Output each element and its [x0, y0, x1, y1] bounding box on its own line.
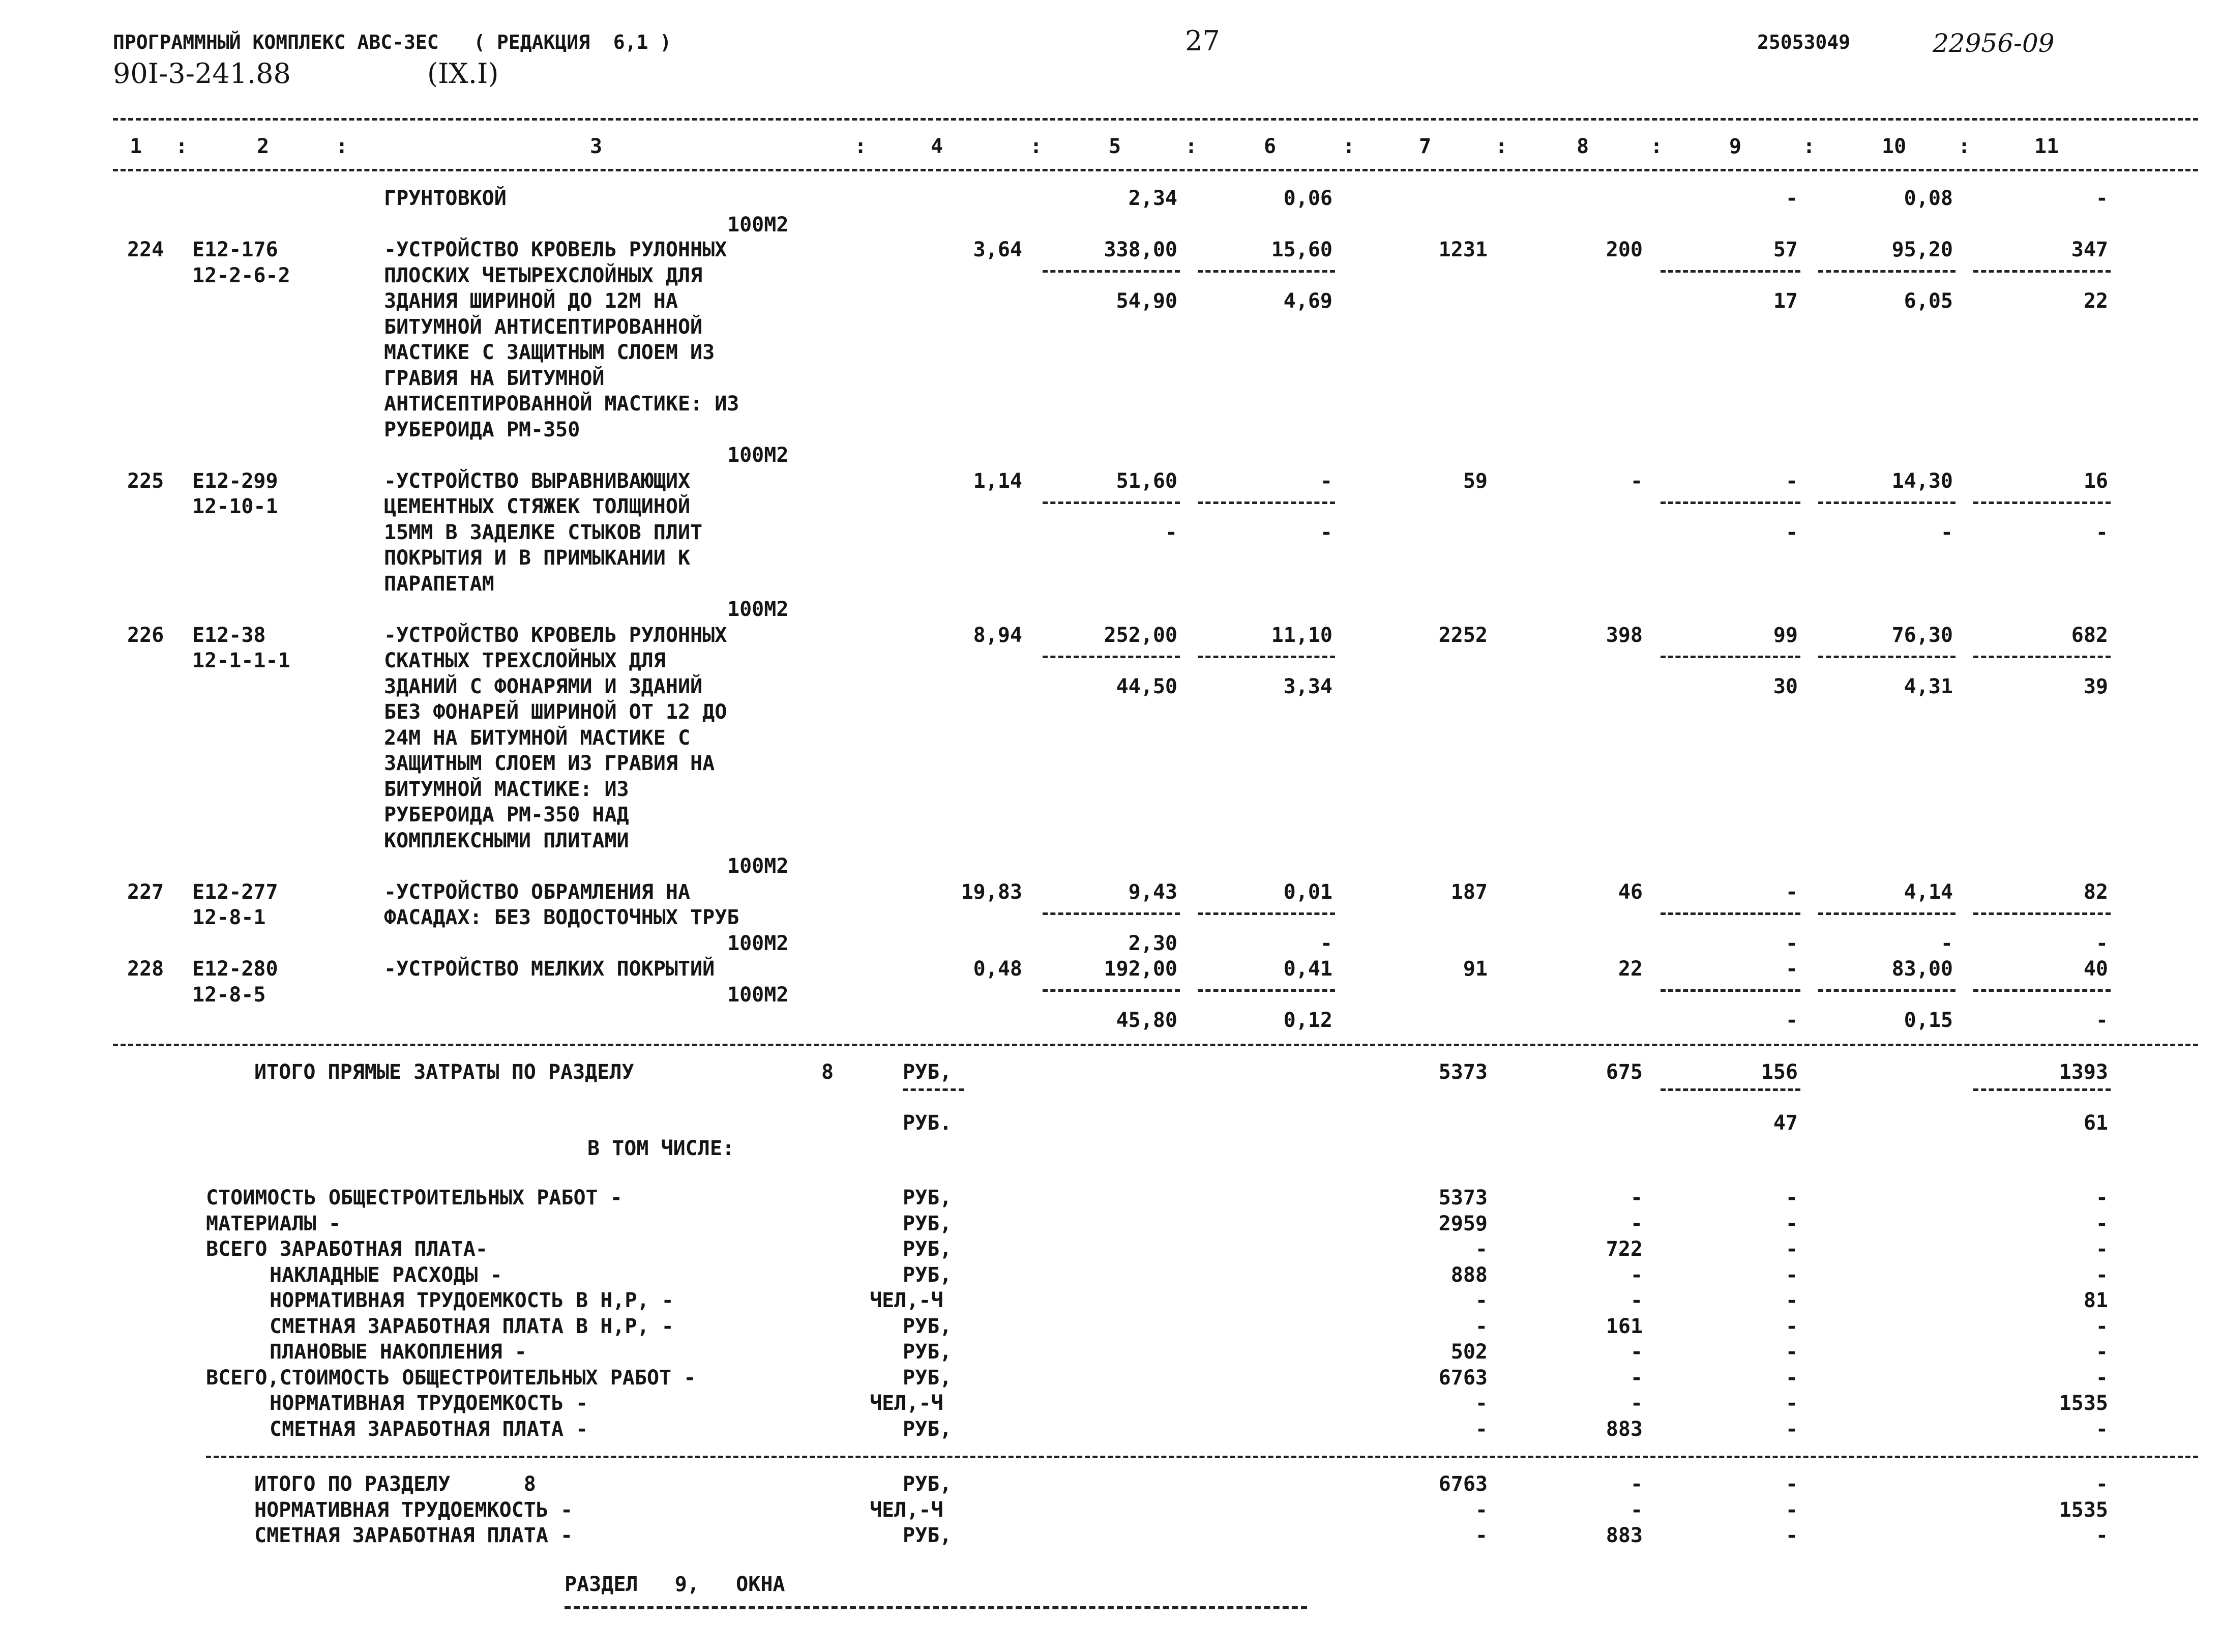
row-quantity: 1,14 — [973, 469, 1022, 493]
row-value-c6: - — [1320, 469, 1332, 493]
column-separator: : — [1650, 135, 1663, 158]
row-value-c10: 0,08 — [1904, 187, 1953, 210]
column-header-1: 1 — [130, 135, 142, 158]
row-subtotal-rule — [1818, 656, 1956, 658]
direct-total-label: ИТОГО ПРЯМЫЕ ЗАТРАТЫ ПО РАЗДЕЛУ — [254, 1060, 634, 1084]
row-secondary-c6: 4,69 — [1283, 289, 1332, 313]
breakdown-c7: - — [1475, 1417, 1488, 1441]
breakdown-c8: - — [1630, 1212, 1643, 1235]
row-subtotal-rule — [1043, 912, 1180, 915]
breakdown-c8: 883 — [1606, 1417, 1643, 1441]
row-subtotal-rule — [1198, 656, 1335, 658]
breakdown-c11: - — [2095, 1186, 2108, 1210]
direct-total-rule-11 — [1973, 1088, 2111, 1091]
breakdown-c7: - — [1475, 1289, 1488, 1312]
document-code: 25053049 — [1757, 31, 1851, 53]
row-secondary-c5: - — [1165, 520, 1177, 544]
row-code: Е12-299 — [192, 469, 278, 493]
row-code: Е12-176 — [192, 238, 278, 261]
row-subcode: 12-8-1 — [192, 906, 266, 929]
row-unit: 100М2 — [727, 854, 789, 878]
row-secondary-c9: - — [1785, 931, 1798, 955]
row-subtotal-rule — [1198, 989, 1335, 992]
row-subtotal-rule — [1661, 912, 1800, 915]
breakdown-c11: - — [2095, 1417, 2108, 1441]
row-value-c6: 11,10 — [1271, 623, 1332, 647]
breakdown-c11: - — [2095, 1212, 2108, 1235]
breakdown-c7: 2959 — [1438, 1212, 1488, 1235]
breakdown-label: МАТЕРИАЛЫ - — [206, 1212, 341, 1235]
row-value-c5: 338,00 — [1104, 238, 1177, 261]
row-subcode: 12-8-5 — [192, 983, 266, 1007]
section-total-c8: - — [1630, 1472, 1643, 1496]
row-secondary-c9: - — [1785, 1009, 1798, 1032]
section-total-label: ИТОГО ПО РАЗДЕЛУ 8 — [254, 1472, 536, 1496]
row-secondary-c11: 39 — [2083, 674, 2108, 698]
row-quantity: 0,48 — [973, 957, 1022, 981]
breakdown-c9: - — [1785, 1237, 1798, 1261]
column-separator: : — [175, 135, 188, 158]
breakdown-label: СМЕТНАЯ ЗАРАБОТНАЯ ПЛАТА - — [270, 1417, 588, 1441]
breakdown-unit: РУБ, — [903, 1314, 952, 1338]
column-header-5: 5 — [1109, 135, 1121, 158]
row-value-c9: - — [1785, 957, 1798, 981]
row-subtotal-rule — [1818, 912, 1956, 915]
breakdown-c8: - — [1630, 1392, 1643, 1415]
row-subtotal-rule — [1198, 270, 1335, 273]
registration-number: 22956-09 — [1933, 28, 2055, 58]
direct-total-c11: 1393 — [2059, 1060, 2108, 1084]
section-total-c11: - — [2095, 1524, 2108, 1547]
section-total-c9: - — [1785, 1498, 1798, 1522]
row-description-line: ЗДАНИЙ С ФОНАРЯМИ И ЗДАНИЙ — [384, 674, 703, 698]
breakdown-unit: РУБ, — [903, 1366, 952, 1390]
column-header-7: 7 — [1419, 135, 1432, 158]
row-secondary-c6: 3,34 — [1283, 674, 1332, 698]
row-code: Е12-280 — [192, 957, 278, 981]
breakdown-c8: - — [1630, 1366, 1643, 1390]
row-description-line: КОМПЛЕКСНЫМИ ПЛИТАМИ — [384, 829, 629, 852]
row-description-line: ПАРАПЕТАМ — [384, 572, 494, 596]
row-number: 224 — [127, 238, 164, 261]
row-subcode: 12-1-1-1 — [192, 649, 290, 672]
column-separator: : — [1803, 135, 1816, 158]
breakdown-end-rule — [206, 1456, 2198, 1458]
breakdown-c9: - — [1785, 1366, 1798, 1390]
header-rule-top — [113, 118, 2198, 121]
row-value-c10: 4,14 — [1904, 880, 1953, 904]
section-total-label: НОРМАТИВНАЯ ТРУДОЕМКОСТЬ - — [254, 1498, 573, 1522]
section-total-c11: - — [2095, 1472, 2108, 1496]
row-subtotal-rule — [1198, 501, 1335, 504]
row-value-c8: 200 — [1606, 238, 1643, 261]
row-value-c7: 1231 — [1438, 238, 1488, 261]
table-end-rule — [113, 1044, 2198, 1046]
breakdown-unit: РУБ, — [903, 1237, 952, 1261]
row-value-c10: 76,30 — [1891, 623, 1953, 647]
row-value-c8: 398 — [1606, 623, 1643, 647]
row-subtotal-rule — [1661, 270, 1800, 273]
row-secondary-c10: - — [1940, 520, 1953, 544]
row-description-line: РУБЕРОИДА РМ-350 — [384, 418, 580, 441]
row-description-line: 15ММ В ЗАДЕЛКЕ СТЫКОВ ПЛИТ — [384, 520, 703, 544]
row-description-line: БИТУМНОЙ АНТИСЕПТИРОВАННОЙ — [384, 315, 703, 339]
section-total-c7: - — [1475, 1524, 1488, 1547]
row-code: Е12-38 — [192, 623, 266, 647]
row-secondary-c11: - — [2095, 1009, 2108, 1032]
column-separator: : — [1030, 135, 1043, 158]
breakdown-c11: - — [2095, 1237, 2108, 1261]
direct-total-c7: 5373 — [1438, 1060, 1488, 1084]
row-value-c11: 16 — [2083, 469, 2108, 493]
header-rule-bottom — [113, 169, 2198, 171]
section-total-c8: - — [1630, 1498, 1643, 1522]
breakdown-c11: - — [2095, 1314, 2108, 1338]
row-subcode: 12-10-1 — [192, 495, 278, 518]
row-description-line: ЦЕМЕНТНЫХ СТЯЖЕК ТОЛЩИНОЙ — [384, 495, 691, 518]
row-subtotal-rule — [1973, 656, 2111, 658]
row-unit: 100М2 — [727, 983, 789, 1007]
direct-total-unit-rule — [903, 1088, 964, 1091]
section-total-c7: 6763 — [1438, 1472, 1488, 1496]
column-separator: : — [1495, 135, 1508, 158]
row-value-c5: 192,00 — [1104, 957, 1177, 981]
row-value-c9: - — [1785, 880, 1798, 904]
row-description-line: -УСТРОЙСТВО КРОВЕЛЬ РУЛОННЫХ — [384, 238, 727, 261]
row-value-c8: 22 — [1618, 957, 1643, 981]
breakdown-label: ВСЕГО,СТОИМОСТЬ ОБЩЕСТРОИТЕЛЬНЫХ РАБОТ - — [206, 1366, 696, 1390]
row-description-line: ПЛОСКИХ ЧЕТЫРЕХСЛОЙНЫХ ДЛЯ — [384, 263, 703, 287]
row-unit: 100М2 — [727, 213, 789, 237]
row-value-c7: 2252 — [1438, 623, 1488, 647]
row-secondary-c5: 54,90 — [1116, 289, 1177, 313]
breakdown-c9: - — [1785, 1289, 1798, 1312]
row-secondary-c6: - — [1320, 520, 1332, 544]
row-secondary-c5: 44,50 — [1116, 674, 1177, 698]
row-secondary-c5: 45,80 — [1116, 1009, 1177, 1032]
row-secondary-c6: - — [1320, 931, 1332, 955]
row-subtotal-rule — [1973, 912, 2111, 915]
row-number: 227 — [127, 880, 164, 904]
row-value-c5: 2,34 — [1128, 187, 1177, 210]
breakdown-unit: РУБ, — [903, 1263, 952, 1287]
row-value-c6: 0,06 — [1283, 187, 1332, 210]
breakdown-c11: - — [2095, 1263, 2108, 1287]
breakdown-c9: - — [1785, 1314, 1798, 1338]
row-secondary-c6: 0,12 — [1283, 1009, 1332, 1032]
row-value-c11: 82 — [2083, 880, 2108, 904]
breakdown-c8: 722 — [1606, 1237, 1643, 1261]
row-quantity: 8,94 — [973, 623, 1022, 647]
row-number: 228 — [127, 957, 164, 981]
project-number: 90I-3-241.88 — [113, 57, 291, 90]
row-subtotal-rule — [1973, 989, 2111, 992]
row-description-line: СКАТНЫХ ТРЕХСЛОЙНЫХ ДЛЯ — [384, 649, 666, 672]
breakdown-unit: РУБ, — [903, 1186, 952, 1210]
row-subtotal-rule — [1818, 501, 1956, 504]
row-description-line: АНТИСЕПТИРОВАННОЙ МАСТИКЕ: ИЗ — [384, 392, 739, 416]
column-separator: : — [1958, 135, 1971, 158]
column-header-4: 4 — [931, 135, 943, 158]
breakdown-unit: РУБ, — [903, 1417, 952, 1441]
breakdown-c7: - — [1475, 1237, 1488, 1261]
row-secondary-c11: - — [2095, 931, 2108, 955]
program-header: ПРОГРАММНЫЙ КОМПЛЕКС АВС-ЗЕС ( РЕДАКЦИЯ 6,1 ) — [113, 31, 672, 53]
row-value-c11: 40 — [2083, 957, 2108, 981]
row-unit: 100М2 — [727, 598, 789, 621]
breakdown-c9: - — [1785, 1212, 1798, 1235]
breakdown-c9: - — [1785, 1263, 1798, 1287]
breakdown-label: ПЛАНОВЫЕ НАКОПЛЕНИЯ - — [270, 1340, 527, 1364]
breakdown-label: НОРМАТИВНАЯ ТРУДОЕМКОСТЬ В Н,Р, - — [270, 1289, 674, 1312]
breakdown-c7: 6763 — [1438, 1366, 1488, 1390]
row-value-c5: 9,43 — [1128, 880, 1177, 904]
direct-total-c9-secondary: 47 — [1773, 1111, 1798, 1135]
row-subtotal-rule — [1661, 501, 1800, 504]
row-description-line: ГРУНТОВКОЙ — [384, 187, 507, 210]
row-description-line: БИТУМНОЙ МАСТИКЕ: ИЗ — [384, 777, 629, 801]
row-secondary-c9: - — [1785, 520, 1798, 544]
section-total-unit: РУБ, — [903, 1472, 952, 1496]
row-value-c9: 99 — [1773, 623, 1798, 647]
row-quantity: 19,83 — [961, 880, 1022, 904]
row-value-c6: 0,01 — [1283, 880, 1332, 904]
row-description-line: БЕЗ ФОНАРЕЙ ШИРИНОЙ ОТ 12 ДО — [384, 700, 727, 724]
breakdown-c8: - — [1630, 1263, 1643, 1287]
row-description-line: ГРАВИЯ НА БИТУМНОЙ — [384, 366, 605, 390]
column-separator: : — [854, 135, 867, 158]
row-value-c6: 0,41 — [1283, 957, 1332, 981]
row-number: 226 — [127, 623, 164, 647]
column-header-8: 8 — [1577, 135, 1589, 158]
row-description-line: ПОКРЫТИЯ И В ПРИМЫКАНИИ К — [384, 546, 691, 570]
section-total-c9: - — [1785, 1472, 1798, 1496]
row-description-line: РУБЕРОИДА РМ-350 НАД — [384, 803, 629, 827]
row-value-c10: 95,20 — [1891, 238, 1953, 261]
row-secondary-c10: 4,31 — [1904, 674, 1953, 698]
row-subtotal-rule — [1043, 270, 1180, 273]
section-total-c9: - — [1785, 1524, 1798, 1547]
row-value-c11: 347 — [2071, 238, 2108, 261]
breakdown-label: СМЕТНАЯ ЗАРАБОТНАЯ ПЛАТА В Н,Р, - — [270, 1314, 674, 1338]
row-code: Е12-277 — [192, 880, 278, 904]
section-total-unit: РУБ, — [903, 1524, 952, 1547]
breakdown-label: НОРМАТИВНАЯ ТРУДОЕМКОСТЬ - — [270, 1392, 588, 1415]
direct-total-section: 8 — [821, 1060, 834, 1084]
breakdown-c8: - — [1630, 1186, 1643, 1210]
breakdown-unit: ЧЕЛ,-Ч — [870, 1392, 943, 1415]
column-separator: : — [1343, 135, 1355, 158]
column-header-3: 3 — [590, 135, 603, 158]
row-description-line: -УСТРОЙСТВО ВЫРАВНИВАЮЩИХ — [384, 469, 691, 493]
breakdown-c8: - — [1630, 1289, 1643, 1312]
breakdown-c11: 1535 — [2059, 1392, 2108, 1415]
row-subtotal-rule — [1973, 501, 2111, 504]
breakdown-label: ВСЕГО ЗАРАБОТНАЯ ПЛАТА- — [206, 1237, 488, 1261]
column-header-11: 11 — [2034, 135, 2059, 158]
breakdown-c7: 5373 — [1438, 1186, 1488, 1210]
row-secondary-c10: 6,05 — [1904, 289, 1953, 313]
breakdown-unit: ЧЕЛ,-Ч — [870, 1289, 943, 1312]
section-total-c8: 883 — [1606, 1524, 1643, 1547]
row-subtotal-rule — [1043, 989, 1180, 992]
row-value-c7: 91 — [1463, 957, 1488, 981]
column-header-10: 10 — [1882, 135, 1907, 158]
row-description-line: -УСТРОЙСТВО КРОВЕЛЬ РУЛОННЫХ — [384, 623, 727, 647]
direct-total-c9: 156 — [1761, 1060, 1798, 1084]
row-value-c11: - — [2095, 187, 2108, 210]
row-quantity: 3,64 — [973, 238, 1022, 261]
next-section-underline — [565, 1606, 1307, 1609]
row-unit: 100М2 — [727, 931, 789, 955]
breakdown-c7: - — [1475, 1392, 1488, 1415]
row-secondary-c11: 22 — [2083, 289, 2108, 313]
row-secondary-c10: 0,15 — [1904, 1009, 1953, 1032]
row-value-c7: 59 — [1463, 469, 1488, 493]
row-secondary-c9: 30 — [1773, 674, 1798, 698]
row-value-c6: 15,60 — [1271, 238, 1332, 261]
row-value-c5: 252,00 — [1104, 623, 1177, 647]
breakdown-c8: 161 — [1606, 1314, 1643, 1338]
page-number: 27 — [1185, 25, 1220, 57]
row-value-c10: 14,30 — [1891, 469, 1953, 493]
row-subtotal-rule — [1818, 270, 1956, 273]
column-header-9: 9 — [1729, 135, 1742, 158]
row-secondary-c10: - — [1940, 931, 1953, 955]
row-value-c7: 187 — [1450, 880, 1488, 904]
row-subtotal-rule — [1973, 270, 2111, 273]
row-description-line: ФАСАДАХ: БЕЗ ВОДОСТОЧНЫХ ТРУБ — [384, 906, 739, 929]
direct-total-rule-9 — [1661, 1088, 1800, 1091]
row-value-c11: 682 — [2071, 623, 2108, 647]
breakdown-c9: - — [1785, 1340, 1798, 1364]
row-value-c9: - — [1785, 187, 1798, 210]
column-header-6: 6 — [1264, 135, 1277, 158]
edition-label: (IX.I) — [427, 57, 499, 90]
including-label: В ТОМ ЧИСЛЕ: — [587, 1137, 734, 1160]
row-subtotal-rule — [1818, 989, 1956, 992]
column-header-2: 2 — [257, 135, 270, 158]
breakdown-label: СТОИМОСТЬ ОБЩЕСТРОИТЕЛЬНЫХ РАБОТ - — [206, 1186, 623, 1210]
row-subtotal-rule — [1198, 912, 1335, 915]
breakdown-c7: - — [1475, 1314, 1488, 1338]
row-subcode: 12-2-6-2 — [192, 263, 290, 287]
row-value-c9: - — [1785, 469, 1798, 493]
direct-total-c8: 675 — [1606, 1060, 1643, 1084]
row-subtotal-rule — [1043, 656, 1180, 658]
breakdown-c9: - — [1785, 1392, 1798, 1415]
row-value-c5: 51,60 — [1116, 469, 1177, 493]
row-value-c8: 46 — [1618, 880, 1643, 904]
breakdown-c8: - — [1630, 1340, 1643, 1364]
direct-total-c11-secondary: 61 — [2083, 1111, 2108, 1135]
row-secondary-c11: - — [2095, 520, 2108, 544]
breakdown-c11: - — [2095, 1340, 2108, 1364]
section-total-unit: ЧЕЛ,-Ч — [870, 1498, 943, 1522]
row-subtotal-rule — [1661, 989, 1800, 992]
row-value-c10: 83,00 — [1891, 957, 1953, 981]
direct-total-unit: РУБ, — [903, 1060, 952, 1084]
row-subtotal-rule — [1661, 656, 1800, 658]
column-separator: : — [1185, 135, 1198, 158]
row-number: 225 — [127, 469, 164, 493]
row-value-c9: 57 — [1773, 238, 1798, 261]
breakdown-c7: 502 — [1450, 1340, 1488, 1364]
next-section-title: РАЗДЕЛ 9, ОКНА — [565, 1573, 785, 1596]
column-separator: : — [336, 135, 348, 158]
row-description-line: МАСТИКЕ С ЗАЩИТНЫМ СЛОЕМ ИЗ — [384, 341, 715, 364]
breakdown-unit: РУБ, — [903, 1212, 952, 1235]
breakdown-c7: 888 — [1450, 1263, 1488, 1287]
row-secondary-c9: 17 — [1773, 289, 1798, 313]
breakdown-c9: - — [1785, 1417, 1798, 1441]
row-secondary-c5: 2,30 — [1128, 931, 1177, 955]
row-description-line: -УСТРОЙСТВО МЕЛКИХ ПОКРЫТИЙ — [384, 957, 715, 981]
breakdown-c11: - — [2095, 1366, 2108, 1390]
breakdown-unit: РУБ, — [903, 1340, 952, 1364]
breakdown-c11: 81 — [2083, 1289, 2108, 1312]
section-total-c11: 1535 — [2059, 1498, 2108, 1522]
row-description-line: -УСТРОЙСТВО ОБРАМЛЕНИЯ НА — [384, 880, 691, 904]
breakdown-c9: - — [1785, 1186, 1798, 1210]
row-subtotal-rule — [1043, 501, 1180, 504]
row-unit: 100М2 — [727, 444, 789, 467]
row-description-line: ЗАЩИТНЫМ СЛОЕМ ИЗ ГРАВИЯ НА — [384, 752, 715, 775]
row-description-line: ЗДАНИЯ ШИРИНОЙ ДО 12М НА — [384, 289, 678, 313]
direct-total-unit-2: РУБ. — [903, 1111, 952, 1135]
row-description-line: 24М НА БИТУМНОЙ МАСТИКЕ С — [384, 726, 691, 750]
breakdown-label: НАКЛАДНЫЕ РАСХОДЫ - — [270, 1263, 502, 1287]
section-total-c7: - — [1475, 1498, 1488, 1522]
row-value-c8: - — [1630, 469, 1643, 493]
section-total-label: СМЕТНАЯ ЗАРАБОТНАЯ ПЛАТА - — [254, 1524, 573, 1547]
